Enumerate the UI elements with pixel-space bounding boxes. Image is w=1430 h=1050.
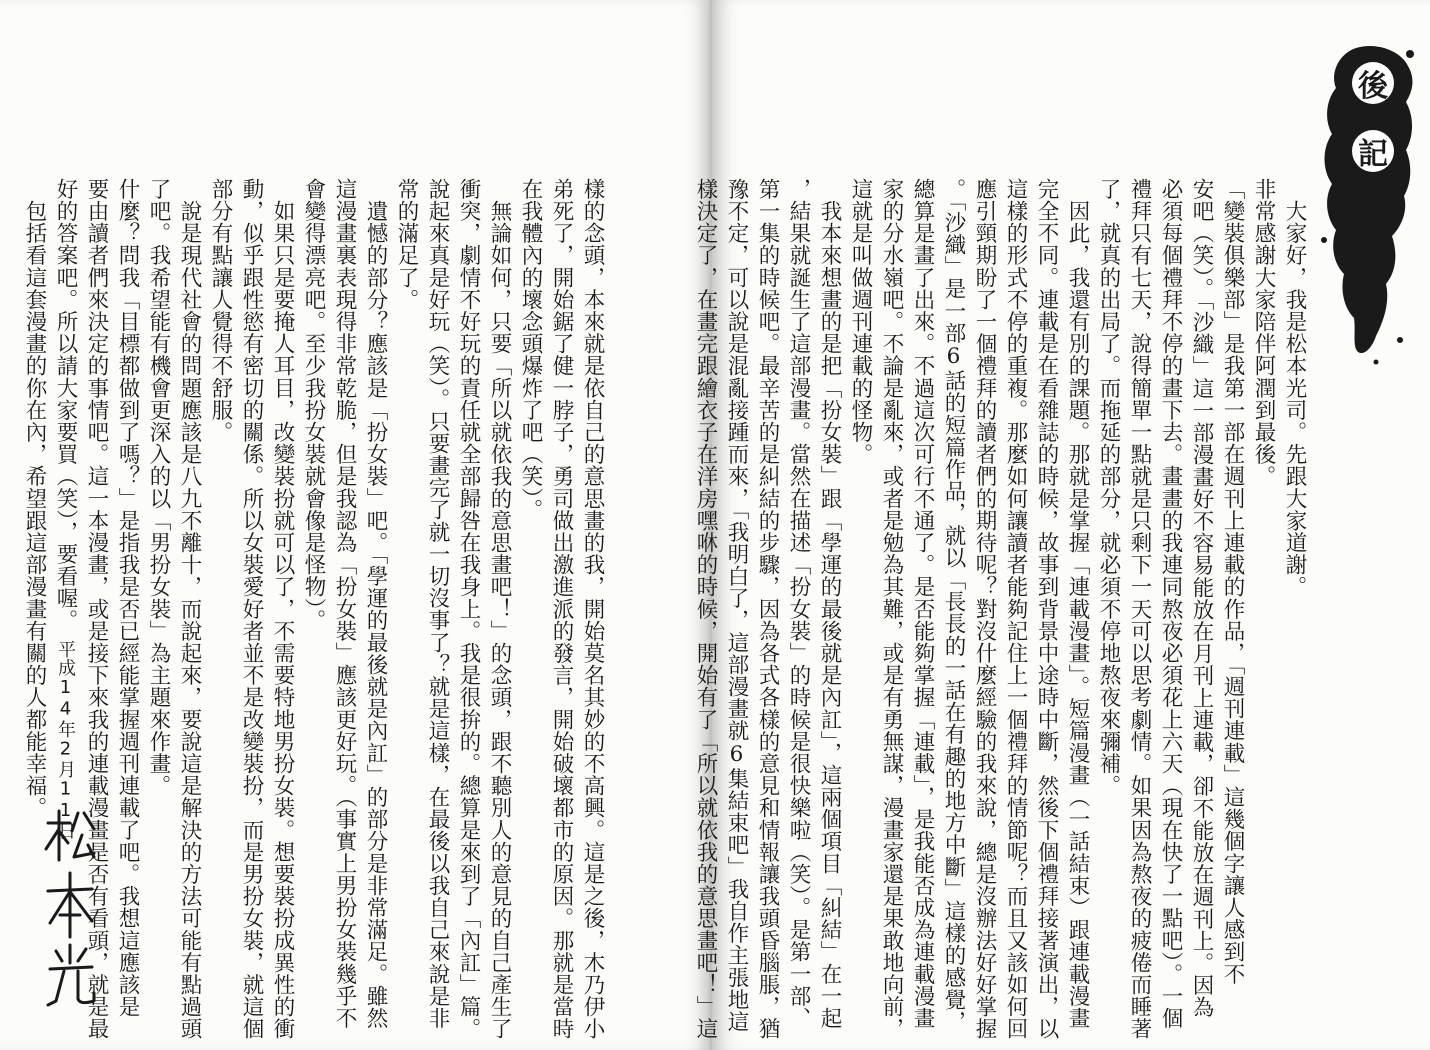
right-page xyxy=(693,0,1430,1050)
left-paragraph-3: 遺憾的部分？應該是「扮女裝」吧。「學運的最後就是內訌」的部分是非常滿足。雖然 這漫畫裏表現得非常乾脆，但是我認為「扮女裝」應該更好玩。（事實上男扮女裝幾乎不 會變得漂亮吧。至少我扮女裝就會像是怪物）。 xyxy=(301,178,388,1030)
date-line: 平成14年2月11日 xyxy=(55,640,76,840)
right-page-text xyxy=(690,178,1310,1040)
left-page xyxy=(0,0,712,1050)
afterword-title xyxy=(1316,40,1416,370)
right-paragraph-2: 「變裝俱樂部」是我第一部在週刊上連載的作品，「週刊連載」這幾個字讓人感到不 安吧（笑）。「沙織」這一部漫畫好不容易能放在月刊上連載，卻不能放在週刊上。因為 必須每個禮拜不停的畫下去。畫畫的我連同熬夜必須花上六天（現在快了一點吧）。一個 禮拜只有七天，說得簡單一點就是只剩下一天可以思考劇情。如果因為熬夜的疲倦而睡著 了，就真的出局了。而拖延的部分，就必須不停地熬夜來彌補。 xyxy=(1096,178,1245,1040)
author-signature xyxy=(40,805,100,1015)
left-paragraph-5: 說是現代社會的問題應該是八九不離十，而說起來，要說這是解決的方法可能有點過頭 了吧。我希望能有機會更深入的以「男扮女裝」為主題來作畫。 什麼？問我「目標都做到了嗎？」是指我是否已經能掌握週刊連載了吧。我想這應該是 要由讀者們來決定的事情吧。這一本漫畫，或是接下來我的連載漫畫是否有看頭，就是最 好的答案吧。所以請大家要買（笑），要看喔。 xyxy=(53,178,202,1040)
right-paragraph-4: 我本來想畫的是把「扮女裝」跟「學運的最後就是內訌」，這兩個項目「糾結」在一起 ，結果就誕生了這部漫畫。當然在描述「扮女裝」的時候是很快樂啦（笑）。是第一部、 第一集的時候吧。最辛苦的是糾結的步驟，因為各式各樣的意見和情報讓我頭昏腦脹，猶 豫不定，可以說是混亂接踵而來，「我明白了，這部漫畫就6集結束吧」我自作主張地這 樣決定了，在畫完跟繪衣子在洋房嘿咻的時候，開始有了「所以就依我的意思畫吧！」這 xyxy=(693,178,842,1040)
left-page-text xyxy=(19,178,608,1040)
right-paragraph-1: 大家好，我是松本光司。先跟大家道謝。 非常感謝大家陪伴阿潤到最後。 xyxy=(1251,178,1307,598)
right-paragraph-3: 因此，我還有別的課題。那就是掌握「連載漫畫」。短篇漫畫（一話結束）跟連載漫畫 完全不同。連載是在看雜誌的時候，故事到背景中途時中斷，然後下個禮拜接著演出，以 這樣的形式不停的重複。那麼如何讓讀者能夠記住上一個禮拜的情節呢？而且又該如何回 應引頸期盼了一個禮拜的讀者們的期待呢？對沒什麼經驗的我來說，總是沒辦法好好掌握 。「沙織」是一部6話的短篇作品，就以「長長的一話在有趣的地方中斷」這樣的感覺， 總算是畫了出來。不過這次可行不通了。是否能夠掌握「連載」，是我能否成為連載漫畫 家的分水嶺吧。不論是亂來，或者是勉為其難，或是有勇無謀，漫畫家還是果敢地向前， 這就是叫做週刊連載的怪物。 xyxy=(848,178,1090,1040)
left-paragraph-6: 包括看這套漫畫的你在內，希望跟這部漫畫有關的人都能幸福。 xyxy=(22,178,47,819)
left-paragraph-2: 無論如何，只要「所以就依我的意思畫吧！」的念頭，跟不聽別人的意見的自己產生了 衝突，劇情不好玩的責任就全部歸咎在我身上。我是很拚的。總算是來到了「內訌」篇。 說起來真是好玩（笑）。只要畫完了就一切沒事了？就是這樣，在最後以我自己來說是非 常的滿足了。 xyxy=(394,178,512,1040)
title-char-after: 後 xyxy=(1352,62,1394,104)
left-paragraph-4: 如果只是要掩人耳目，改變裝扮就可以了，不需要特地男扮女裝。想要裝扮成異性的衝 動，似乎跟性慾有密切的關係。所以女裝愛好者並不是改變裝扮，而是男扮女裝，就這個 部分有點讓人覺得不舒服。 xyxy=(208,178,295,1040)
left-paragraph-1: 樣的念頭，本來就是依自己的意思畫的我，開始莫名其妙的不高興。這是之後，木乃伊小 弟死了，開始鋸了健一脖子，勇司做出激進派的發言，開始破壞都市的原因。那就是當時 在我體內的壞念頭爆炸了吧（笑）。 xyxy=(518,178,605,1040)
title-char-record: 記 xyxy=(1352,130,1394,172)
